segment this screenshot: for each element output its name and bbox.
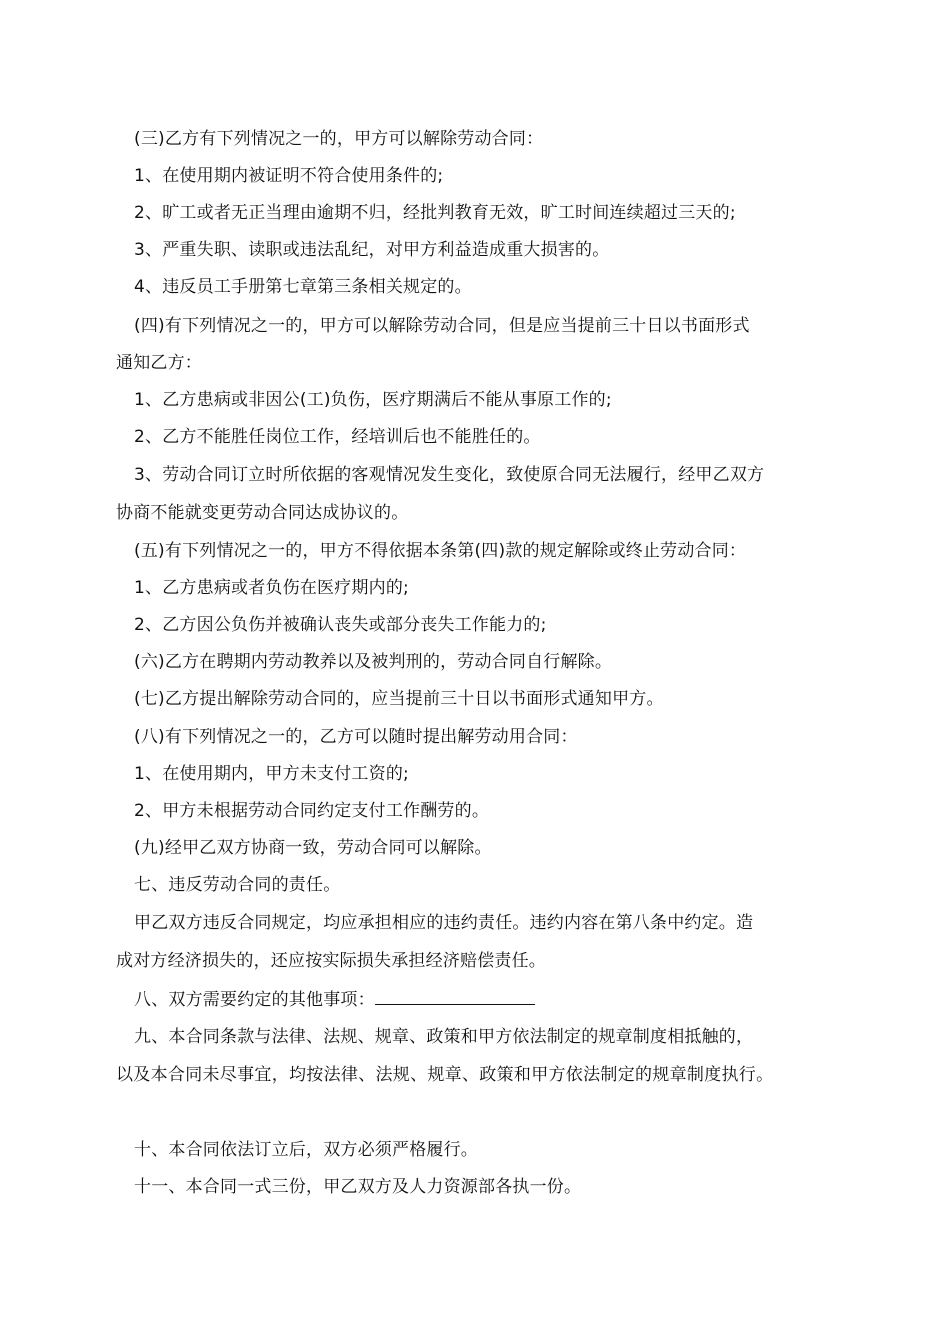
clause-5-heading: (五)有下列情况之一的，甲方不得依据本条第(四)款的规定解除或终止劳动合同： xyxy=(134,541,747,561)
clause-8-heading: (八)有下列情况之一的，乙方可以随时提出解劳动用合同： xyxy=(134,727,578,747)
clause-5-item-1: 1、乙方患病或者负伤在医疗期内的; xyxy=(134,578,409,598)
clause-8-item-1: 1、在使用期内，甲方未支付工资的; xyxy=(134,764,409,784)
clause-5-item-2: 2、乙方因公负伤并被确认丧失或部分丧失工作能力的; xyxy=(134,615,547,635)
clause-4-item-3-cont: 协商不能就变更劳动合同达成协议的。 xyxy=(116,503,409,523)
clause-4-item-1: 1、乙方患病或非因公(工)负伤，医疗期满后不能从事原工作的; xyxy=(134,390,612,410)
clause-9: (九)经甲乙双方协商一致，劳动合同可以解除。 xyxy=(134,838,492,858)
section-10: 十、本合同依法订立后，双方必须严格履行。 xyxy=(134,1140,478,1160)
section-7-heading: 七、违反劳动合同的责任。 xyxy=(134,875,341,895)
section-8-line xyxy=(134,988,535,1011)
fill-in-blank[interactable] xyxy=(375,988,535,1005)
clause-3-heading: (三)乙方有下列情况之一的，甲方可以解除劳动合同： xyxy=(134,129,544,149)
section-9-body: 九、本合同条款与法律、法规、规章、政策和甲方依法制定的规章制度相抵触的， xyxy=(134,1027,754,1047)
section-9-body-cont: 以及本合同未尽事宜，均按法律、法规、规章、政策和甲方依法制定的规章制度执行。 xyxy=(116,1065,774,1085)
section-7-body-cont: 成对方经济损失的，还应按实际损失承担经济赔偿责任。 xyxy=(116,951,546,971)
section-11: 十一、本合同一式三份，甲乙双方及人力资源部各执一份。 xyxy=(134,1177,582,1197)
section-7-body: 甲乙双方违反合同规定，均应承担相应的违约责任。违约内容在第八条中约定。造 xyxy=(134,913,754,933)
clause-3-item-1: 1、在使用期内被证明不符合使用条件的; xyxy=(134,166,444,186)
clause-4-item-2: 2、乙方不能胜任岗位工作，经培训后也不能胜任的。 xyxy=(134,427,541,447)
clause-4-heading: (四)有下列情况之一的，甲方可以解除劳动合同，但是应当提前三十日以书面形式 xyxy=(134,316,750,336)
clause-3-item-4: 4、违反员工手册第七章第三条相关规定的。 xyxy=(134,277,472,297)
clause-4-heading-cont: 通知乙方： xyxy=(116,353,202,373)
clause-3-item-3: 3、严重失职、读职或违法乱纪，对甲方利益造成重大损害的。 xyxy=(134,240,610,260)
clause-4-item-3: 3、劳动合同订立时所依据的客观情况发生变化，致使原合同无法履行，经甲乙双方 xyxy=(134,465,765,485)
clause-6: (六)乙方在聘期内劳动教养以及被判刑的，劳动合同自行解除。 xyxy=(134,652,613,672)
clause-8-item-2: 2、甲方未根据劳动合同约定支付工作酬劳的。 xyxy=(134,801,490,821)
clause-3-item-2: 2、旷工或者无正当理由逾期不归，经批判教育无效，旷工时间连续超过三天的; xyxy=(134,203,736,223)
clause-7: (七)乙方提出解除劳动合同的，应当提前三十日以书面形式通知甲方。 xyxy=(134,689,664,709)
section-8-heading: 八、双方需要约定的其他事项： xyxy=(134,990,375,1010)
